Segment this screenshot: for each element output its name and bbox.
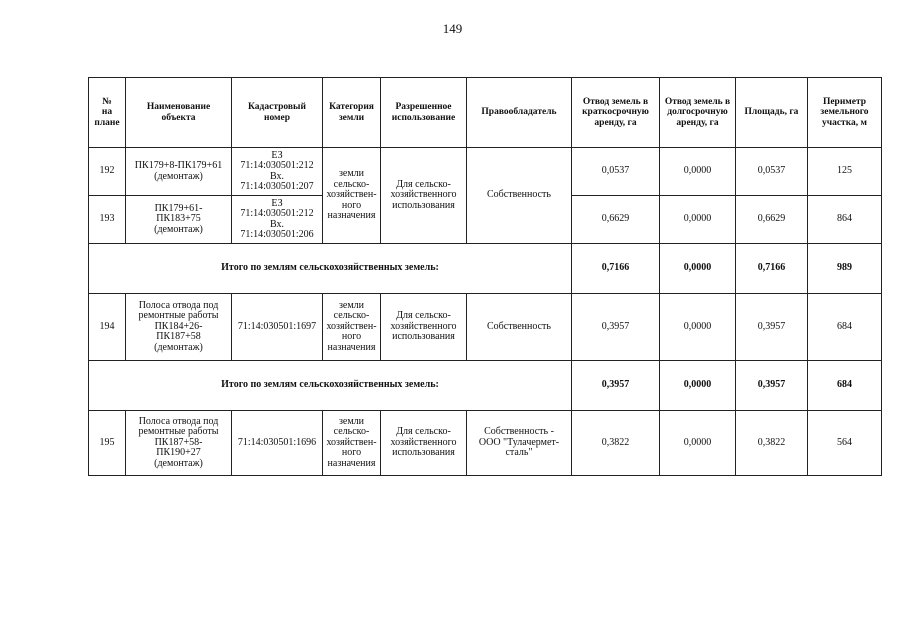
row-num: 192: [89, 148, 126, 196]
land-category: земли сельско- хозяйствен- ного назначения: [323, 411, 381, 476]
long-lease-value: 0,0000: [660, 196, 736, 244]
permitted-usage: Для сельско- хозяйственного использования: [381, 294, 467, 361]
page-number: 149: [442, 21, 463, 36]
table-row: [89, 148, 882, 196]
owner: Собственность - ООО "Тулачермет- сталь": [467, 411, 572, 476]
land-category: земли сельско- хозяйствен- ного назначения: [323, 294, 381, 361]
table-row: [89, 411, 882, 476]
long-lease-value: 0,0000: [660, 411, 736, 476]
perimeter-value: 864: [808, 196, 882, 244]
total-row: [89, 361, 882, 411]
area-value: 0,0537: [736, 148, 808, 196]
table-row: [89, 294, 882, 361]
row-num: 194: [89, 294, 126, 361]
header-short-lease: Отвод земель в краткосрочную аренду, га: [572, 78, 660, 148]
cadastral-number: 71:14:030501:1697: [232, 294, 323, 361]
object-name: ПК179+61- ПК183+75 (демонтаж): [126, 196, 232, 244]
short-lease-value: 0,6629: [572, 196, 660, 244]
header-owner: Правообладатель: [467, 78, 572, 148]
header-usage: Разрешенное использование: [381, 78, 467, 148]
short-lease-value: 0,3822: [572, 411, 660, 476]
total-long-lease: 0,0000: [660, 361, 736, 411]
total-long-lease: 0,0000: [660, 244, 736, 294]
short-lease-value: 0,0537: [572, 148, 660, 196]
header-category: Категория земли: [323, 78, 381, 148]
object-name: ПК179+8-ПК179+61 (демонтаж): [126, 148, 232, 196]
land-category: земли сельско- хозяйствен- ного назначения: [323, 148, 381, 244]
land-allocation-table: [88, 77, 882, 476]
cadastral-number: ЕЗ 71:14:030501:212 Вх. 71:14:030501:206: [232, 196, 323, 244]
cadastral-number: 71:14:030501:1696: [232, 411, 323, 476]
total-perimeter: 989: [808, 244, 882, 294]
object-name: Полоса отвода под ремонтные работы ПК187+58- ПК190+27 (демонтаж): [126, 411, 232, 476]
header-name: Наименование объекта: [126, 78, 232, 148]
header-perimeter: Периметр земельного участка, м: [808, 78, 882, 148]
object-name: Полоса отвода под ремонтные работы ПК184+26- ПК187+58 (демонтаж): [126, 294, 232, 361]
total-perimeter: 684: [808, 361, 882, 411]
perimeter-value: 684: [808, 294, 882, 361]
total-short-lease: 0,3957: [572, 361, 660, 411]
area-value: 0,6629: [736, 196, 808, 244]
header-long-lease: Отвод земель в долгосрочную аренду, га: [660, 78, 736, 148]
permitted-usage: Для сельско- хозяйственного использования: [381, 411, 467, 476]
total-area: 0,7166: [736, 244, 808, 294]
area-value: 0,3957: [736, 294, 808, 361]
owner: Собственность: [467, 148, 572, 244]
total-label: Итого по землям сельскохозяйственных земель:: [89, 361, 572, 411]
long-lease-value: 0,0000: [660, 148, 736, 196]
total-label: Итого по землям сельскохозяйственных земель:: [89, 244, 572, 294]
header-cadastral: Кадастровый номер: [232, 78, 323, 148]
total-area: 0,3957: [736, 361, 808, 411]
header-row: [89, 78, 882, 148]
row-num: 195: [89, 411, 126, 476]
perimeter-value: 125: [808, 148, 882, 196]
total-short-lease: 0,7166: [572, 244, 660, 294]
total-row: [89, 244, 882, 294]
header-area: Площадь, га: [736, 78, 808, 148]
area-value: 0,3822: [736, 411, 808, 476]
permitted-usage: Для сельско- хозяйственного использования: [381, 148, 467, 244]
long-lease-value: 0,0000: [660, 294, 736, 361]
owner: Собственность: [467, 294, 572, 361]
short-lease-value: 0,3957: [572, 294, 660, 361]
header-num: № на плане: [89, 78, 126, 148]
cadastral-number: ЕЗ 71:14:030501:212 Вх. 71:14:030501:207: [232, 148, 323, 196]
row-num: 193: [89, 196, 126, 244]
perimeter-value: 564: [808, 411, 882, 476]
